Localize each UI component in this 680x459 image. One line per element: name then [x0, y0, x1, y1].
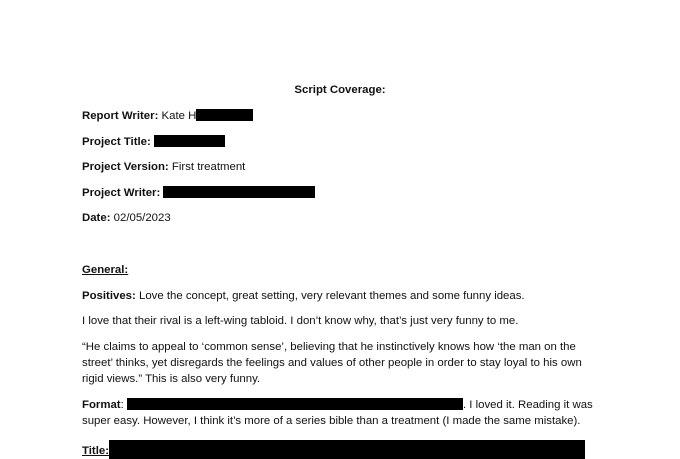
date-value: 02/05/2023 — [113, 212, 171, 224]
report-writer-row — [82, 109, 253, 123]
redaction-block — [196, 109, 253, 121]
positives-text: Love the concept, great setting, very relevant themes and some funny ideas. — [138, 290, 525, 302]
quote-line-1: “He claims to appeal to ‘common sense’, believing that he instinctively knows how ‘the man on the — [82, 341, 576, 353]
format-line-2: super easy. However, I think it’s more of a series bible than a treatment (I made the same mistake). — [82, 415, 581, 427]
project-version-label: Project Version: — [82, 161, 169, 173]
redaction-block — [109, 440, 585, 459]
format-colon: : — [120, 399, 124, 411]
date-row — [82, 211, 171, 225]
quote-line-3: rigid views.” This is also very funny. — [82, 373, 261, 385]
project-writer-label: Project Writer: — [82, 187, 161, 199]
redaction-block — [127, 398, 463, 410]
project-writer-row — [82, 186, 315, 200]
general-heading: General: — [82, 264, 129, 276]
document-heading: Script Coverage: — [294, 84, 386, 96]
quote-line-2: street’ thinks, yet disregards the feelings and values of other people in order to stay loyal to his own — [82, 357, 582, 369]
positives-row — [82, 289, 525, 303]
project-title-row — [82, 135, 225, 149]
paragraph-rival: I love that their rival is a left-wing tabloid. I don’t know why, that’s just very funny to me. — [82, 315, 519, 327]
title-label: Title: — [82, 445, 110, 457]
format-row — [82, 398, 593, 412]
date-label: Date: — [82, 212, 111, 224]
report-writer-label: Report Writer: — [82, 110, 159, 122]
positives-label: Positives: — [82, 290, 136, 302]
redaction-block — [154, 135, 225, 147]
title-row — [82, 440, 585, 459]
project-title-label: Project Title: — [82, 136, 151, 148]
project-version-value: First treatment — [171, 161, 246, 173]
report-writer-value: Kate H — [161, 110, 197, 122]
format-text: . I loved it. Reading it was — [462, 399, 593, 411]
project-version-row — [82, 160, 245, 174]
redaction-block — [163, 186, 315, 198]
format-label: Format — [82, 399, 121, 411]
